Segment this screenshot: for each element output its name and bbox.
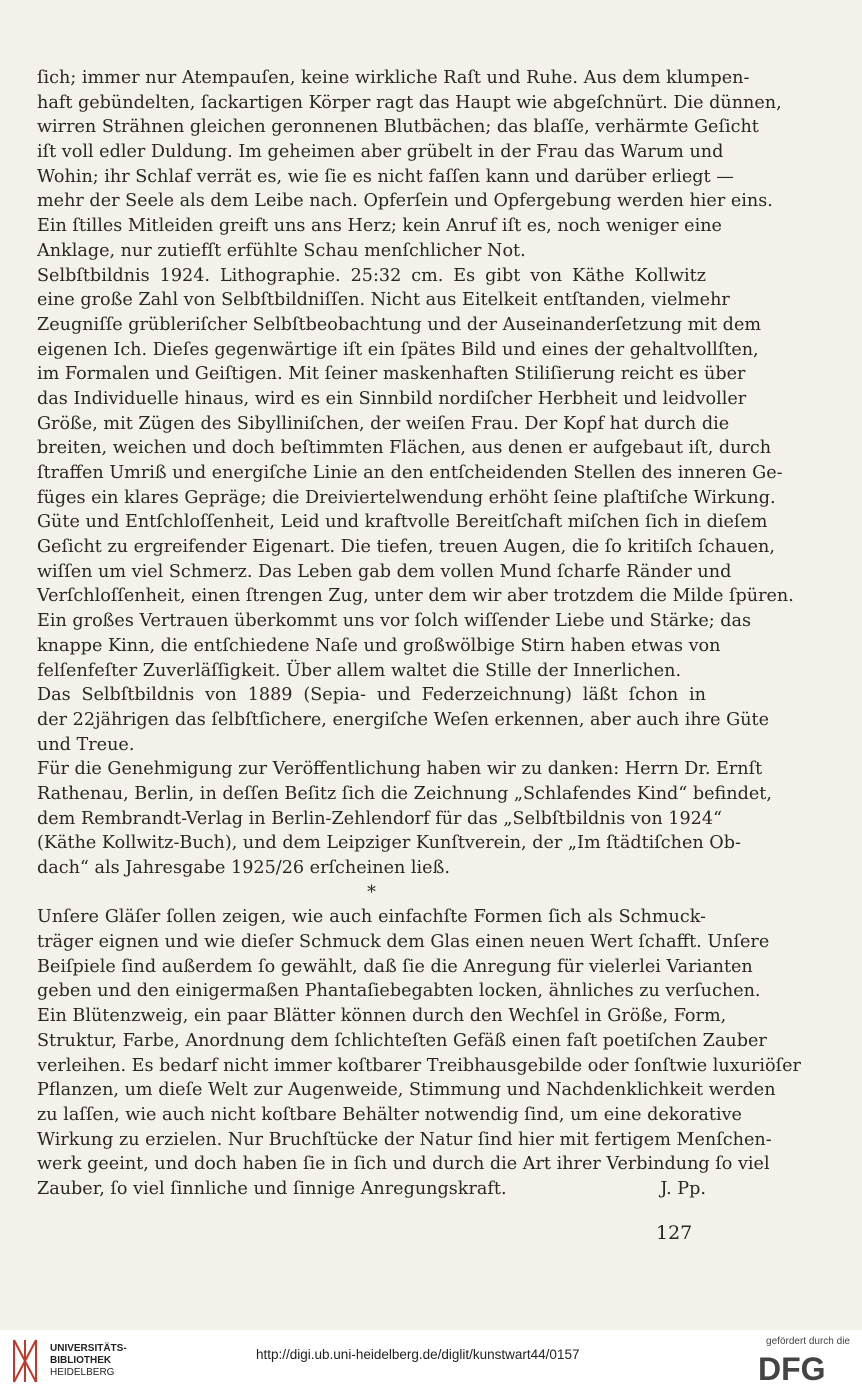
text-line: Unſere Gläſer ſollen zeigen, wie auch einfachſte Formen ſich als Schmuck- <box>37 907 706 928</box>
text-line: geben und den einigermaßen Phantaſiebegabten locken, ähnliches zu verſuchen. <box>37 981 761 1002</box>
text-line: im Formalen und Geiſtigen. Mit ſeiner maskenhaften Stiliſierung reicht es über <box>37 364 746 385</box>
funding-note: gefördert durch die <box>766 1336 850 1347</box>
text-line: Größe, mit Zügen des Sibylliniſchen, der weiſen Frau. Der Kopf hat durch die <box>37 413 730 434</box>
text-line: breiten, weichen und doch beſtimmten Flächen, aus denen er aufgebaut iſt, durch <box>37 438 772 459</box>
text-line: dach“ als Jahresgabe 1925/26 erſcheinen ließ. <box>37 858 450 878</box>
library-name: UNIVERSITÄTS- BIBLIOTHEK HEIDELBERG <box>50 1343 127 1378</box>
dfg-logo-icon <box>758 1352 850 1389</box>
text-line: füges ein klares Gepräge; die Dreiviertelwendung erhöht ſeine plaſtiſche Wirkung. <box>37 487 776 508</box>
page-number: 127 <box>656 1222 693 1244</box>
text-line: Güte und Entſchloſſenheit, Leid und kraftvolle Bereitſchaft miſchen ſich in dieſem <box>37 512 768 533</box>
text-line: ſich; immer nur Atempauſen, keine wirkliche Raſt und Ruhe. Aus dem klumpen- <box>37 68 750 88</box>
text-line: Für die Genehmigung zur Veröffentlichung haben wir zu danken: Herrn Dr. Ernſt <box>37 759 763 780</box>
text-line: Ein großes Vertrauen überkommt uns vor ſolch wiſſender Liebe und Stärke; das <box>37 611 752 632</box>
text-line: eine große Zahl von Selbſtbildniſſen. Nicht aus Eitelkeit entſtanden, vielmehr <box>37 290 730 311</box>
text-line: Selbſtbildnis 1924. Lithographie. 25:32 cm. Es gibt von Käthe Kollwitz <box>37 265 706 286</box>
text-line: Verſchloſſenheit, einen ſtrengen Zug, unter dem wir aber trotzdem die Milde ſpüren. <box>37 586 794 607</box>
text-line: Rathenau, Berlin, in deſſen Beſitz ſich die Zeichnung „Schlafendes Kind“ befindet, <box>37 783 772 804</box>
svg-text:DFG: DFG <box>758 1351 826 1387</box>
text-line: Wohin; ihr Schlaf verrät es, wie ſie es nicht faſſen kann und darüber erliegt — <box>37 166 734 187</box>
text-line: mehr der Seele als dem Leibe nach. Opferſein und Opfergebung werden hier eins. <box>37 191 773 212</box>
author-signature: J. Pp. <box>660 1178 706 1199</box>
text-line: Ein Blütenzweig, ein paar Blätter können durch den Wechſel in Größe, Form, <box>37 1006 727 1027</box>
text-line: verleihen. Es bedarf nicht immer koſtbarer Treibhausgebilde oder ſonſtwie luxuriöſer <box>37 1055 801 1076</box>
text-line: der 22jährigen das ſelbſtſichere, energiſche Weſen erkennen, aber auch ihre Güte <box>37 709 770 730</box>
text-line: (Käthe Kollwitz-Buch), und dem Leipziger Kunſtverein, der „Im ſtädtiſchen Ob- <box>37 833 741 854</box>
text-line: Geſicht zu ergreifender Eigenart. Die tiefen, treuen Augen, die ſo kritiſch ſchauen, <box>37 537 775 558</box>
article-text <box>37 66 801 1202</box>
text-line: und Treue. <box>37 734 135 755</box>
closing-line <box>37 1177 706 1202</box>
text-line: Das Selbſtbildnis von 1889 (Sepia- und Federzeichnung) läßt ſchon in <box>37 685 706 706</box>
text-line: Ein ſtilles Mitleiden greift uns ans Herz; kein Anruf iſt es, noch weniger eine <box>37 216 722 237</box>
closing-text: Zauber, ſo viel ſinnliche und ſinnige Anregungskraft. <box>37 1178 507 1199</box>
digitization-footer <box>0 1330 862 1392</box>
text-line: knappe Kinn, die entſchiedene Naſe und großwölbige Stirn haben etwas von <box>37 635 721 656</box>
text-line: haft gebündelten, ſackartigen Körper ragt das Haupt wie abgeſchnürt. Die dünnen, <box>37 92 782 113</box>
text-line: Pflanzen, um dieſe Welt zur Augenweide, Stimmung und Nachdenklichkeit werden <box>37 1080 776 1101</box>
text-line: felſenfeſter Zuverläſſigkeit. Über allem waltet die Stille der Innerlichen. <box>37 660 682 681</box>
text-line: zu laſſen, wie auch nicht koſtbare Behälter notwendig ſind, um eine dekorative <box>37 1104 742 1125</box>
text-line: wirren Strähnen gleichen geronnenen Blutbächen; das blaſſe, verhärmte Geſicht <box>37 117 759 138</box>
text-line: wiſſen um viel Schmerz. Das Leben gab dem vollen Mund ſcharfe Ränder und <box>37 561 732 582</box>
text-line: dem Rembrandt-Verlag in Berlin-Zehlendorf für das „Selbſtbildnis von 1924“ <box>37 808 723 829</box>
text-line: eigenen Ich. Dieſes gegenwärtige iſt ein ſpätes Bild und eines der gehaltvollſten, <box>37 339 759 360</box>
text-line: ſtraffen Umriß und energiſche Linie an den entſcheidenden Stellen des inneren Ge- <box>37 463 783 483</box>
text-line: träger eignen und wie dieſer Schmuck dem Glas einen neuen Wert ſchafft. Unſere <box>37 932 770 953</box>
university-seal-icon <box>8 1336 42 1391</box>
text-line: iſt voll edler Duldung. Im geheimen aber grübelt in der Frau das Warum und <box>37 142 724 163</box>
text-line: werk geeint, und doch haben ſie in ſich und durch die Art ihrer Verbindung ſo viel <box>37 1154 770 1175</box>
permalink[interactable]: http://digi.ub.uni-heidelberg.de/diglit/kunstwart44/0157 <box>256 1347 580 1362</box>
text-line: Beiſpiele ſind außerdem ſo gewählt, daß ſie die Anregung für vielerlei Varianten <box>37 956 753 977</box>
text-line: Wirkung zu erzielen. Nur Bruchſtücke der Natur ſind hier mit fertigem Menſchen- <box>37 1129 772 1150</box>
text-line: Zeugniſſe grübleriſcher Selbſtbeobachtung und der Auseinanderſetzung mit dem <box>37 314 762 335</box>
text-line: Struktur, Farbe, Anordnung dem ſchlichteſten Gefäß einen faſt poetiſchen Zauber <box>37 1030 767 1051</box>
text-line: Anklage, nur zutiefſt erfühlte Schau menſchlicher Not. <box>37 240 526 261</box>
text-line: das Individuelle hinaus, wird es ein Sinnbild nordiſcher Herbheit und leidvoller <box>37 388 747 409</box>
section-divider: * <box>367 882 376 903</box>
